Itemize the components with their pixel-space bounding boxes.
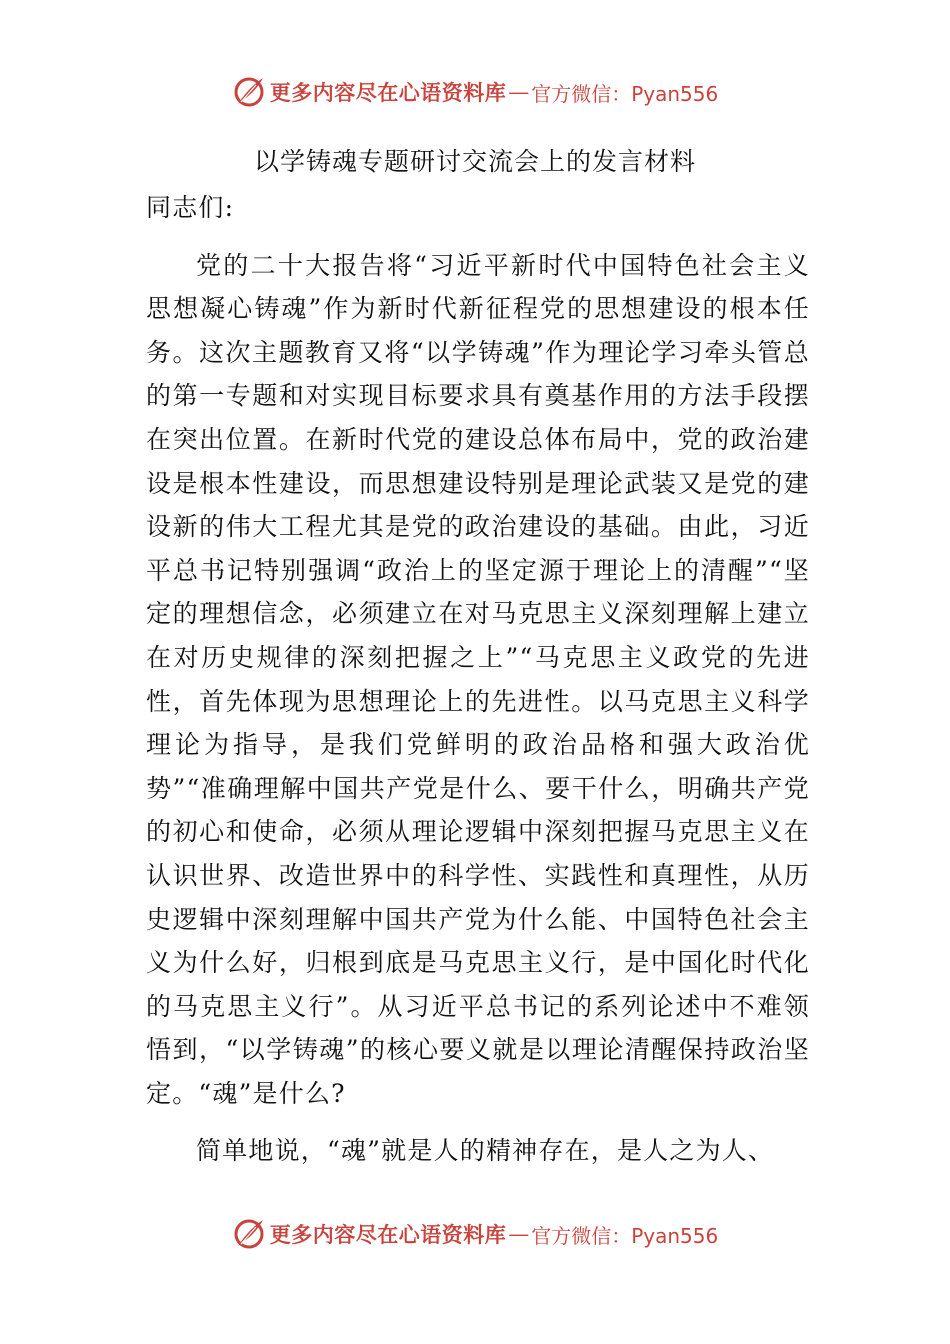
footer-banner bbox=[0, 1214, 950, 1254]
paragraph-1: 党的二十大报告将“习近平新时代中国特色社会主义思想凝心铸魂”作为新时代新征程党的思想建设的根本任务。这次主题教育又将“以学铸魂”作为理论学习牵头管总的第一专题和对实现目标要求具有奠基作用的方法手段摆在突出位置。在新时代党的建设总体布局中，党的政治建设是根本性建设，而思想建设特别是理论武装又是党的建设新的伟大工程尤其是党的政治建设的基础。由此，习近平总书记特别强调“政治上的坚定源于理论上的清醒”“坚定的理想信念，必须建立在对马克思主义深刻理解上建立在对历史规律的深刻把握之上”“马克思主义政党的先进性，首先体现为思想理论上的先进性。以马克思主义科学理论为指导，是我们党鲜明的政治品格和强大政治优势”“准确理解中国共产党是什么、要干什么，明确共产党的初心和使命，必须从理论逻辑中深刻把握马克思主义在认识世界、改造世界中的科学性、实践性和真理性，从历史逻辑中深刻理解中国共产党为什么能、中国特色社会主义为什么好，归根到底是马克思主义行，是中国化时代化的马克思主义行”。从习近平总书记的系列论述中不难领悟到，“以学铸魂”的核心要义就是以理论清醒保持政治坚定。“魂”是什么? bbox=[146, 250, 810, 1108]
salutation: 同志们: bbox=[146, 193, 235, 222]
document-title: 以学铸魂专题研讨交流会上的发言材料 bbox=[253, 147, 696, 176]
banner-brand-text: 更多内容尽在心语资料库 bbox=[269, 1222, 507, 1247]
banner-separator: — bbox=[508, 1222, 530, 1246]
banner-brand-text: 更多内容尽在心语资料库 bbox=[269, 80, 507, 105]
banner-separator: — bbox=[508, 80, 530, 104]
banner-wechat-text: 官方微信：Pyan556 bbox=[531, 81, 719, 106]
header-banner bbox=[0, 72, 950, 112]
feather-pen-circle-icon bbox=[232, 1217, 266, 1251]
feather-pen-circle-icon bbox=[232, 75, 266, 109]
banner-wechat-text: 官方微信：Pyan556 bbox=[531, 1223, 719, 1248]
paragraph-2: 简单地说，“魂”就是人的精神存在，是人之为人、 bbox=[196, 1136, 775, 1166]
document-body bbox=[146, 186, 810, 1187]
